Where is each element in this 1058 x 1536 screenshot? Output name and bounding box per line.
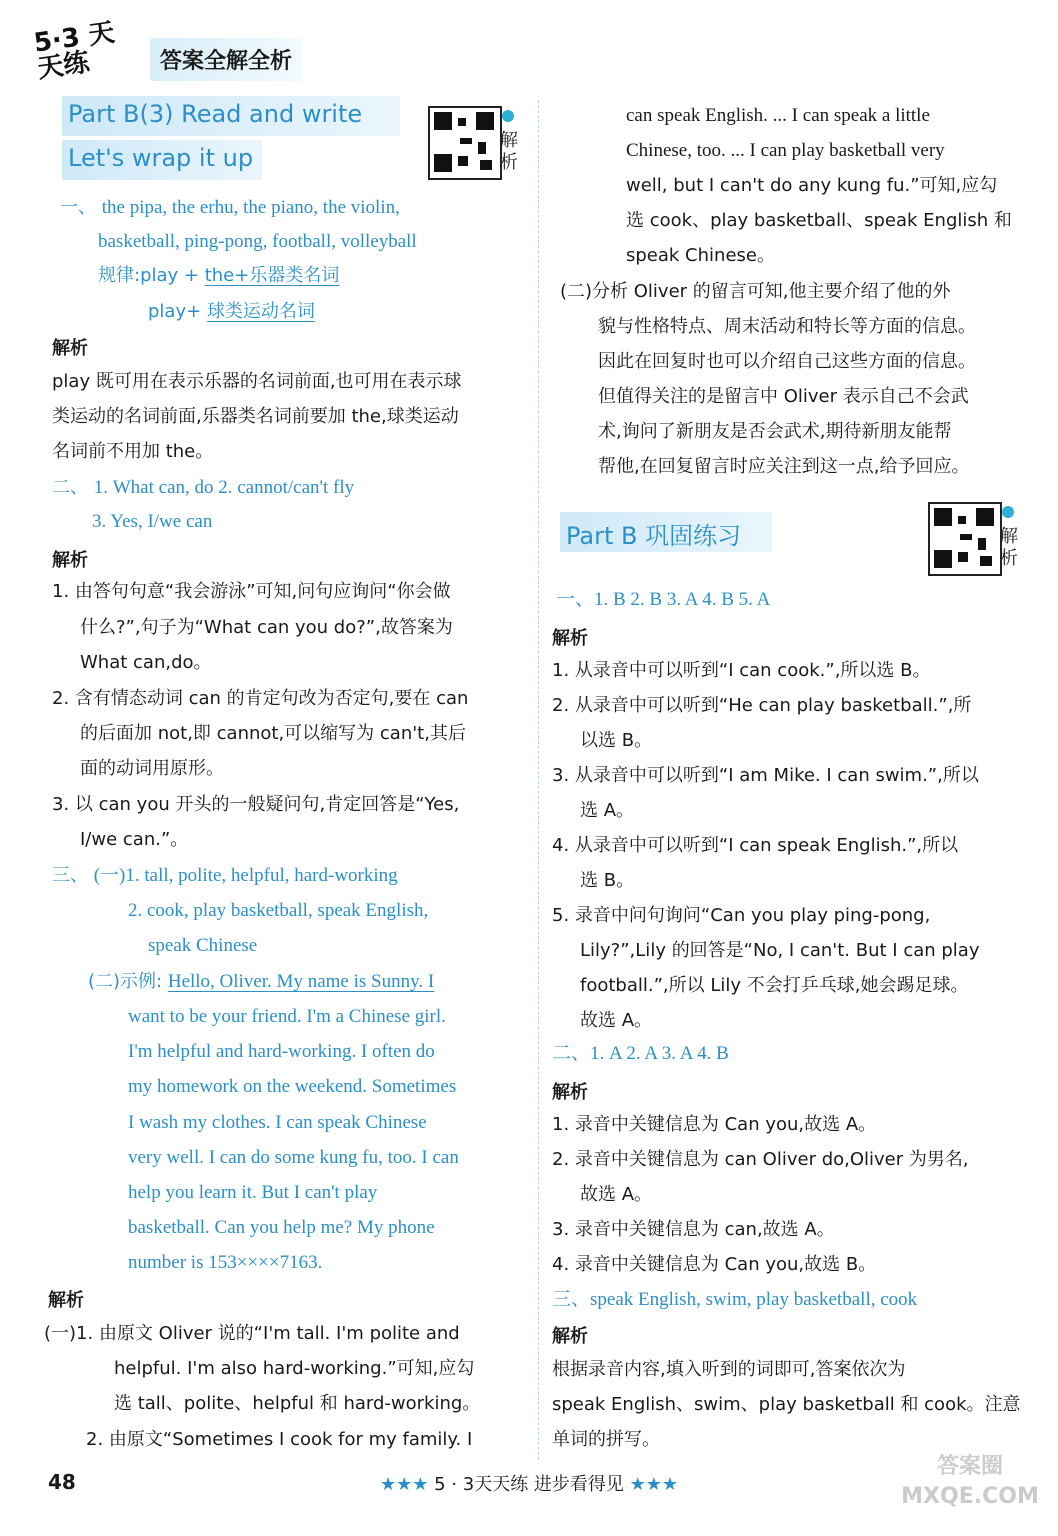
q2-analysis-line: 的后面加 not,即 cannot,可以缩写为 can't,其后 (80, 723, 466, 744)
part-b-q1-analysis-line: 以选 B。 (580, 730, 653, 751)
q1-rule-2: 球类运动名词 (206, 301, 315, 322)
logo (32, 18, 135, 91)
part-b-q3-answers: 三、speak English, swim, play basketball, cook (552, 1289, 918, 1310)
q3-analysis-line: 2. 由原文“Sometimes I cook for my family. I (86, 1429, 473, 1450)
q3-sub2-line: basketball. Can you help me? My phone (128, 1217, 435, 1238)
part-b-q1-analysis-line: 4. 从录音中可以听到“I can speak English.”,所以 (552, 835, 959, 856)
cont-line: well, but I can't do any kung fu.”可知,应勾 (626, 175, 998, 196)
q2-analysis-line: 2. 含有情态动词 can 的肯定句改为否定句,要在 can (52, 688, 469, 709)
cont-line: speak Chinese。 (626, 245, 775, 266)
q3-sub2-line: my homework on the weekend. Sometimes (128, 1076, 457, 1097)
part-b-q2-analysis-line: 故选 A。 (580, 1184, 653, 1205)
q2-analysis-line: 1. 由答句句意“我会游泳”可知,问句应询问“你会做 (52, 581, 451, 602)
play-icon (1002, 506, 1014, 518)
qr-code-icon[interactable] (428, 106, 502, 180)
part-b-q1-analysis-line: 5. 录音中问句询问“Can you play ping-pong, (552, 905, 931, 926)
part-b-q1-analysis-line: 1. 从录音中可以听到“I can cook.”,所以选 B。 (552, 660, 931, 681)
sub2-analysis-line: (二)分析 Oliver 的留言可知,他主要介绍了他的外 (560, 281, 951, 302)
part-b-q1-answers: 一、1. B 2. B 3. A 4. B 5. A (556, 589, 771, 610)
q3-analysis-line: helpful. I'm also hard-working.”可知,应勾 (114, 1358, 475, 1379)
part-b-q2-analysis-line: 3. 录音中关键信息为 can,故选 A。 (552, 1219, 835, 1240)
q3-sub2-line: help you learn it. But I can't play (128, 1182, 378, 1203)
q3-sub2-line: I'm helpful and hard-working. I often do (128, 1041, 435, 1062)
part-b-q2-analysis-line: 2. 录音中关键信息为 can Oliver do,Oliver 为男名, (552, 1149, 969, 1170)
play-icon (502, 110, 514, 122)
part-b-q1-analysis-line: Lily?”,Lily 的回答是“No, I can't. But I can play (580, 940, 980, 961)
cont-line: Chinese, too. ... I can play basketball very (626, 140, 945, 161)
q1-analysis-line: play 既可用在表示乐器的名词前面,也可用在表示球 (52, 371, 462, 392)
q2-number: 二、 (52, 477, 88, 498)
sub2-analysis-line: 帮他,在回复留言时应关注到这一点,给予回应。 (598, 456, 970, 477)
part-b-q1-analysis-line: football.”,所以 Lily 不会打乒乓球,她会踢足球。 (580, 975, 969, 996)
q2-answer-line1: 1. What can, do 2. cannot/can't fly (93, 477, 355, 498)
column-divider (538, 100, 539, 1460)
analysis-label: 解析 (552, 1082, 588, 1103)
cont-line: can speak English. ... I can speak a little (626, 105, 930, 126)
q3-sub2-line: Hello, Oliver. My name is Sunny. I (167, 971, 435, 992)
sub2-analysis-line: 术,询问了新朋友是否会武术,期待新朋友能帮 (598, 421, 952, 442)
header-tag: 答案全解全析 (150, 38, 302, 81)
q3-analysis-line: 选 tall、polite、helpful 和 hard-working。 (114, 1393, 481, 1414)
q2-analysis-line: 3. 以 can you 开头的一般疑问句,肯定回答是“Yes, (52, 794, 460, 815)
q1-analysis-line: 类运动的名词前面,乐器类名词前要加 the,球类运动 (52, 406, 459, 427)
q1-answer-line2: basketball, ping-pong, football, volleyball (98, 231, 417, 252)
q1-rule-prefix: 规律:play + (98, 265, 199, 286)
page-number: 48 (48, 1470, 76, 1494)
part-b-q3-analysis-line: speak English、swim、play basketball 和 cook。注意 (552, 1394, 1021, 1415)
q2-analysis-line: 什么?”,句子为“What can you do?”,故答案为 (80, 617, 453, 638)
q3-sub1-a: (一)1. tall, polite, helpful, hard-working (93, 865, 398, 886)
sub2-analysis-line: 貌与性格特点、周末活动和特长等方面的信息。 (598, 316, 976, 337)
part-b-q1-analysis-line: 故选 A。 (580, 1010, 653, 1031)
logo-text: 5·3 天天练 (32, 17, 117, 85)
q3-number: 三、 (52, 865, 88, 886)
part-b-q2-analysis-line: 4. 录音中关键信息为 Can you,故选 B。 (552, 1254, 877, 1275)
analysis-label: 解析 (52, 338, 88, 359)
part-b-q3-analysis-line: 单词的拼写。 (552, 1429, 660, 1450)
qr-label: 解析 (500, 130, 518, 173)
sub2-analysis-line: 因此在回复时也可以介绍自己这些方面的信息。 (598, 351, 976, 372)
q3-sub2-prefix: (二)示例: (88, 971, 163, 992)
q2-answer-line2: 3. Yes, I/we can (92, 511, 213, 532)
q1-analysis-line: 名词前不用加 the。 (52, 441, 214, 462)
q1-rule2-prefix: play+ (148, 301, 202, 322)
left-section-subtitle: Let's wrap it up (68, 144, 254, 172)
q1-number: 一、 (60, 197, 96, 218)
q3-sub1-c: speak Chinese (148, 935, 258, 956)
part-b-q1-analysis-line: 选 B。 (580, 870, 635, 891)
cont-line: 选 cook、play basketball、speak English 和 (626, 210, 1012, 231)
analysis-label: 解析 (52, 550, 88, 571)
q3-analysis-line: (一)1. 由原文 Oliver 说的“I'm tall. I'm polite and (44, 1323, 460, 1344)
footer-slogan-wrap: ★★★ 5 · 3天天练 进步看得见 ★★★ (380, 1474, 679, 1495)
sub2-analysis-line: 但值得关注的是留言中 Oliver 表示自己不会武 (598, 386, 969, 407)
q1-rule-1: the+乐器类名词 (204, 265, 340, 286)
q2-analysis-line: What can,do。 (80, 652, 212, 673)
part-b-q1-analysis-line: 3. 从录音中可以听到“I am Mike. I can swim.”,所以 (552, 765, 979, 786)
watermark: 答案圈 MXQE.COM (901, 1454, 1039, 1509)
q1-answer-line1: the pipa, the erhu, the piano, the violin, (101, 197, 400, 218)
q3-sub2-line: very well. I can do some kung fu, too. I can (128, 1147, 459, 1168)
left-section-title: Part B(3) Read and write (68, 100, 363, 128)
analysis-label: 解析 (48, 1290, 84, 1311)
q3-sub2-line: want to be your friend. I'm a Chinese girl. (128, 1006, 446, 1027)
part-b-q1-analysis-line: 2. 从录音中可以听到“He can play basketball.”,所 (552, 695, 972, 716)
q3-sub1-b: 2. cook, play basketball, speak English, (128, 900, 429, 921)
part-b-q2-answers: 二、1. A 2. A 3. A 4. B (552, 1043, 729, 1064)
right-section-title: Part B 巩固练习 (566, 522, 742, 550)
q2-analysis-line: I/we can.”。 (80, 829, 189, 850)
analysis-label: 解析 (552, 1326, 588, 1347)
q3-sub2-line: number is 153××××7163. (128, 1252, 323, 1273)
q3-sub2-line: I wash my clothes. I can speak Chinese (128, 1112, 427, 1133)
qr-label: 解析 (1000, 526, 1018, 569)
analysis-label: 解析 (552, 628, 588, 649)
part-b-q3-analysis-line: 根据录音内容,填入听到的词即可,答案依次为 (552, 1359, 906, 1380)
qr-code-icon[interactable] (928, 502, 1002, 576)
part-b-q2-analysis-line: 1. 录音中关键信息为 Can you,故选 A。 (552, 1114, 877, 1135)
q2-analysis-line: 面的动词用原形。 (80, 758, 224, 779)
footer-slogan: 5 · 3天天练 进步看得见 (434, 1474, 624, 1495)
part-b-q1-analysis-line: 选 A。 (580, 800, 635, 821)
